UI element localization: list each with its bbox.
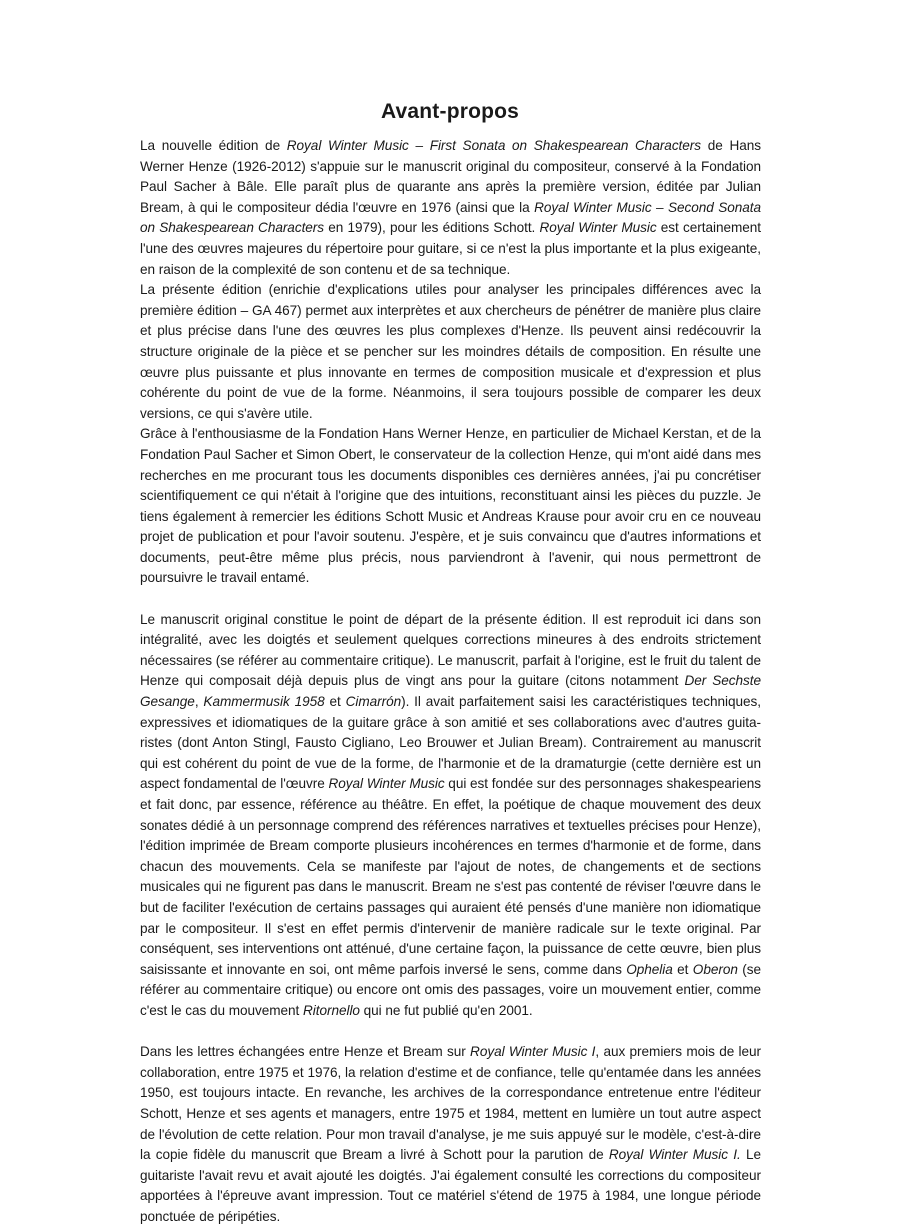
paragraph-text: en 1979), pour les éditions Schott. [324,220,540,236]
italic-title-text: Oberon [692,961,738,977]
paragraph-text: qui est fondée sur des personnages shakespeariens et fait donc, par essence, référence au théâtre. En effet, la poétique de chaque mouvement des deux sonates dédié à un personnage comprend des références narratives et textuelles précises pour Henze), l'édition imprimée de Bream comporte plusieurs incohérences en termes d'harmonie et de forme, dans chacun des mouvements. Cela se manifeste par l'ajout de notes, de changements et de sections musicales qui ne figurent pas dans le manuscrit. Bream ne s'est pas contenté de réviser l'œuvre dans le but de faciliter l'exécution de certains passages qui auraient été pensés d'une manière non idiomatique par le compositeur. Il s'est en effet permis d'intervenir de manière radicale sur le texte original. Par conséquent, ses interventions ont atténué, d'une certaine façon, la puissance de cette œuvre, bien plus saisissante et innovante en soi, ont même parfois inversé le sens, comme dans [140,776,761,977]
paragraph [140,136,761,280]
italic-title-text: Royal Winter Music [328,776,445,792]
italic-title-text: Royal Winter Music – First Sonata on Shakespearean Characters [286,138,702,153]
page-title: Avant-propos [380,100,520,124]
italic-title-text: Der Sechste Gesange [140,673,762,710]
paragraph [140,424,761,589]
paragraph-text: La présente édition (enrichie d'explications utiles pour analyser les principales différences avec la première édition – GA 467) permet aux interprètes et aux chercheurs de pénétrer de manière plus claire et plus précise dans l'une des œuvres les plus complexes d'Henze. Ils peuvent ainsi redécouvrir la structure originale de la pièce et se pencher sur les moindres détails de composition. En résulte une œuvre plus puissante et plus innovante en termes de composition musicale et d'expression et plus cohérente du point de vue de la forme. Néanmoins, il sera toujours possible de comparer les deux versions, ce qui s'avère utile. [140,282,761,421]
italic-title-text: Royal Winter Music I [470,1044,596,1060]
document-body [140,136,761,1227]
italic-title-text: Royal Winter Music I. [608,1147,741,1163]
paragraph [140,280,761,424]
paragraph-text: est certainement l'une des œuvres majeures du répertoire pour guitare, si ce n'est la plus importante et la plus exigeante, en raison de la complexité de son contenu et de sa technique. [140,220,761,277]
paragraph-text: La nouvelle édition de [140,138,287,153]
paragraph [140,1042,761,1227]
paragraph-text: qui ne fut publié qu'en 2001. [359,1002,533,1018]
italic-title-text: Royal Winter Music [539,220,657,236]
italic-title-text: Kammermusik 1958 [203,694,325,710]
italic-title-text: Ritornello [303,1002,360,1018]
paragraph-text: (se référer au commentaire critique) ou encore ont omis des passages, voire un mouvement entier, comme c'est le cas du mouvement [140,961,761,1018]
italic-title-text: Ophelia [626,961,673,977]
paragraph-text: , [194,694,204,710]
paragraph [140,610,761,1022]
paragraph-text: Dans les lettres échangées entre Henze et Bream sur [140,1044,471,1060]
paragraph-text: Le manuscrit original constitue le point de départ de la présente édition. Il est reproduit ici dans son intégralité, avec les doigtés et seulement quelques corrections mineures à des endroits strictement nécessaires (se référer au commentaire critique). Le manuscrit, parfait à l'origine, est le fruit du talent de Henze qui composait déjà depuis plus de vingt ans pour la guitare (citons notamment [140,611,761,689]
paragraph-text: de Hans Werner Henze (1926-2012) s'appuie sur le manuscrit original du compositeur, conservé à la Fondation Paul Sacher à Bâle. Elle paraît plus de quarante ans après la première version, éditée par Julian Bream, à qui le compositeur dédia l'œuvre en 1976 (ainsi que la [140,138,761,215]
paragraph-text: et [324,694,346,710]
italic-title-text: Cimarrón [345,694,402,710]
paragraph-text: et [672,961,693,977]
italic-title-text: Royal Winter Music – Second Sonata on Shakespearean Characters [140,199,761,236]
paragraph-text: Grâce à l'enthousiasme de la Fondation Hans Werner Henze, en particulier de Michael Kerstan, et de la Fondation Paul Sacher et Simon Obert, le conservateur de la collection Henze, qui m'ont aidé dans mes recherches en me procurant tous les documents disponibles ces dernières années, j'ai pu concrétiser scientifiquement ce qui n'était à l'origine que des intuitions, reconstituant ainsi les pièces du puzzle. Je tiens également à remercier les éditions Schott Music et Andreas Krause pour avoir cru en ce nouveau projet de publication et pour l'avoir soutenu. J'espère, et je suis convaincu que d'autres informations et documents, peut-être même plus précis, nous parviendront à l'avenir, qui nous permettront de poursuivre le travail entamé. [140,426,761,586]
paragraph-text: Le guitariste l'avait revu et avait ajouté les doigtés. J'ai également consulté les corrections du compositeur apportées à l'épreuve avant impression. Tout ce matériel s'étend de 1975 à 1984, une longue période ponctuée de péripéties. [140,1147,762,1224]
paragraph-text: ). Il avait parfaitement saisi les caractéristiques techniques, expressives et idiomatiques de la guitare grâce à son amitié et ses collaborations avec d'autres guita-ristes (dont Anton Stingl, Fausto Cigliano, Leo Brouwer et Julian Bream). Contrairement au manuscrit qui est cohérent du point de vue de la forme, de l'harmonie et de la dramaturgie (cette dernière est un aspect fondamental de l'œuvre [140,694,761,792]
paragraph-text: , aux premiers mois de leur collaboration, entre 1975 et 1976, la relation d'estime et de confiance, telle qu'entamée dans les années 1950, est toujours intacte. En revanche, les archives de la correspondance entretenue entre l'éditeur Schott, Henze et ses agents et managers, entre 1975 et 1984, mettent en lumière un tout autre aspect de l'évolution de cette relation. Pour mon travail d'analyse, je me suis appuyé sur le modèle, c'est-à-dire la copie fidèle du manuscrit que Bream a livré à Schott pour la parution de [140,1044,762,1163]
